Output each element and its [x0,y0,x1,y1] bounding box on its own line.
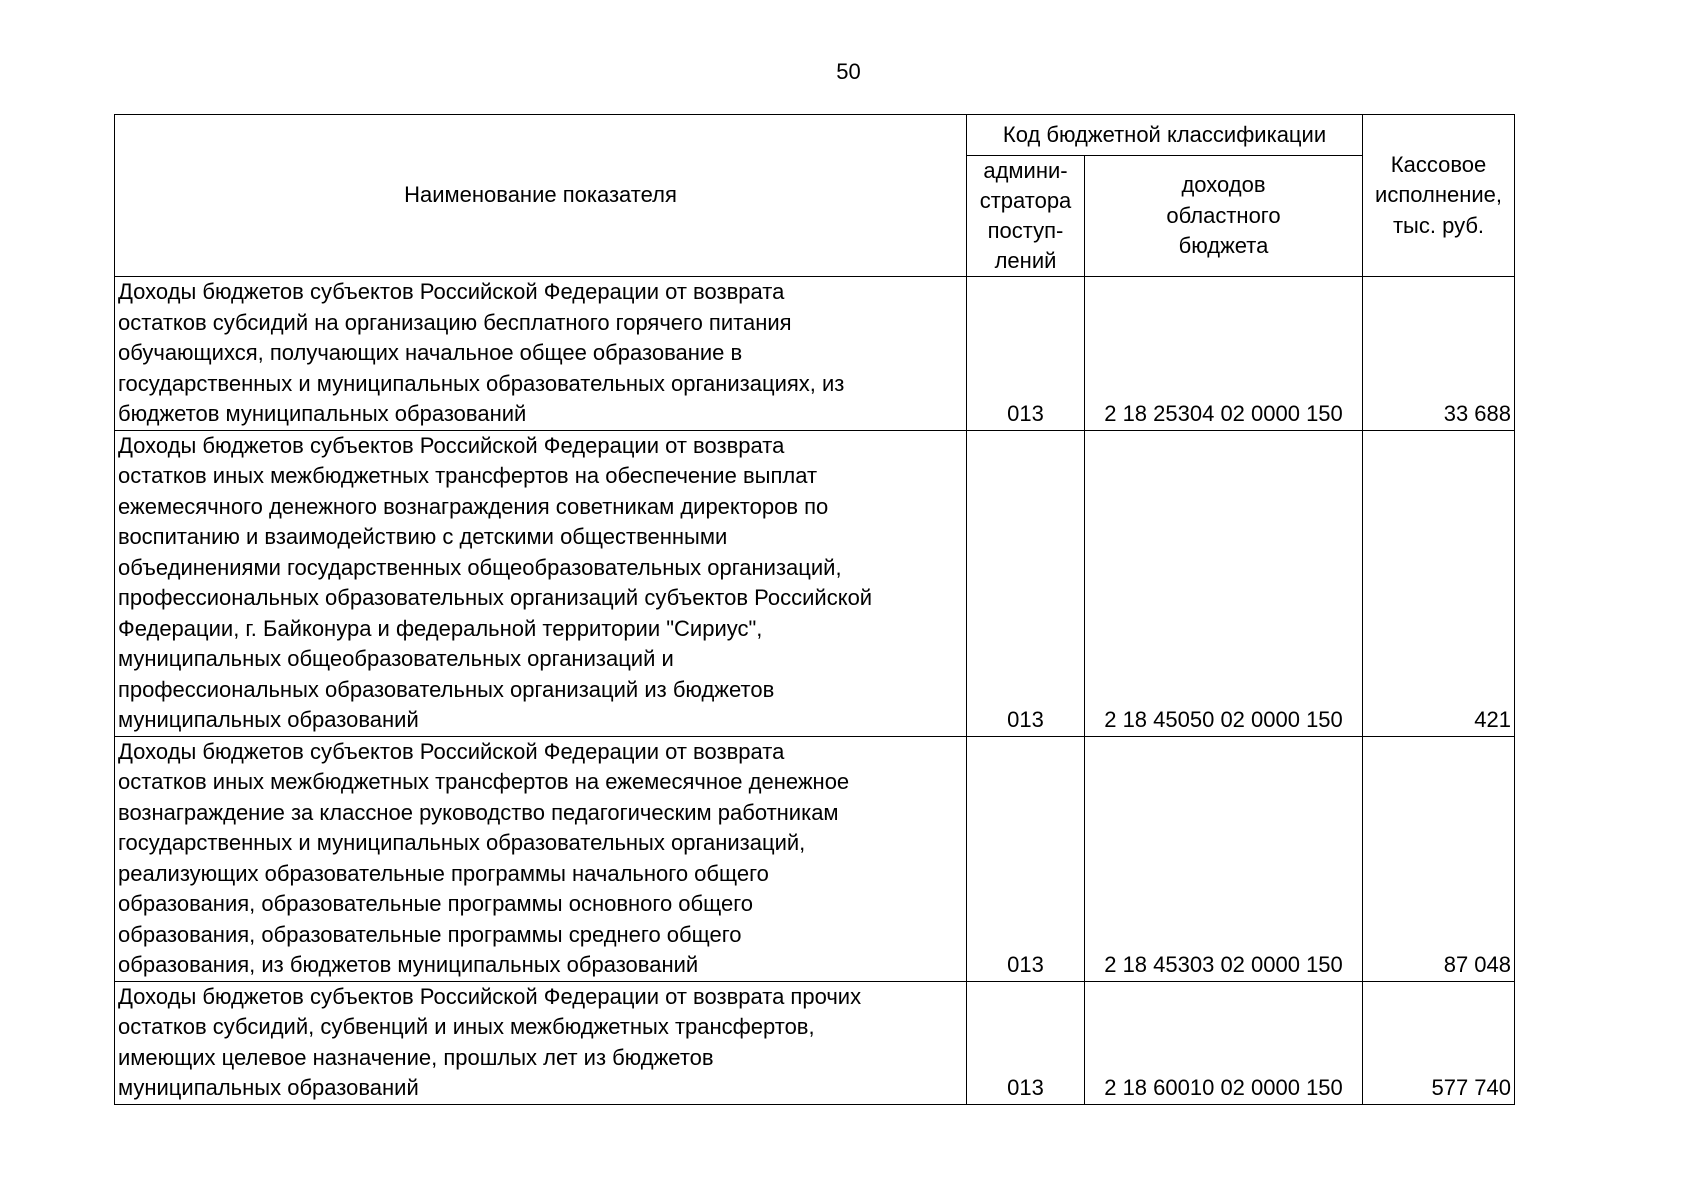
cell-indicator-name [115,736,967,981]
header-line: стратора [979,188,1072,213]
cell-administrator-code: 013 [967,981,1085,1104]
cell-cash-execution: 87 048 [1363,736,1515,981]
cell-indicator-name [115,277,967,431]
name-line: муниципальных образований [118,707,419,732]
header-line: админи- [983,158,1068,183]
header-line: Кассовое [1390,151,1487,177]
table-row [115,736,1515,981]
name-line: обучающихся, получающих начальное общее образование в [118,340,743,365]
name-line: Доходы бюджетов субъектов Российской Федерации от возврата прочих [118,983,862,1009]
cell-cash-execution: 421 [1363,430,1515,736]
name-line: Доходы бюджетов субъектов Российской Федерации от возврата [118,738,785,764]
name-line: имеющих целевое назначение, прошлых лет из бюджетов [118,1044,714,1070]
name-line: реализующих образовательные программы начального общего [118,860,769,886]
header-indicator-name: Наименование показателя [115,115,967,277]
cell-administrator-code: 013 [967,430,1085,736]
name-line: остатков субсидий на организацию бесплатного горячего питания [118,309,792,335]
name-line: Доходы бюджетов субъектов Российской Федерации от возврата [118,432,785,458]
header-budget-classification-code: Код бюджетной классификации [967,115,1363,156]
page-number: 50 [836,59,861,84]
name-line: муниципальных образований [118,1075,419,1100]
name-line: ежемесячного денежного вознаграждения советникам директоров по [118,493,829,519]
cell-cash-execution: 33 688 [1363,277,1515,431]
cell-revenue-code: 2 18 45303 02 0000 150 [1085,736,1363,981]
name-line: образования, образовательные программы основного общего [118,891,753,916]
cell-administrator-code: 013 [967,277,1085,431]
cell-revenue-code: 2 18 60010 02 0000 150 [1085,981,1363,1104]
header-line: областного [1166,202,1281,228]
table-row [115,430,1515,736]
name-line: образования, образовательные программы среднего общего [118,921,742,947]
header-line: поступ- [987,218,1064,243]
header-line: лений [994,248,1057,273]
header-line: доходов [1181,172,1266,198]
name-line: профессиональных образовательных организаций субъектов Российской [118,585,873,610]
name-line: бюджетов муниципальных образований [118,401,527,426]
table-row [115,981,1515,1104]
name-line: объединениями государственных общеобразовательных организаций, [118,554,842,580]
name-line: остатков иных межбюджетных трансфертов на обеспечение выплат [118,463,818,488]
header-revenue-administrator [967,156,1085,277]
name-line: остатков субсидий, субвенций и иных межбюджетных трансфертов, [118,1014,815,1039]
header-line: тыс. руб. [1392,212,1485,238]
cell-cash-execution: 577 740 [1363,981,1515,1104]
name-line: воспитанию и взаимодействию с детскими общественными [118,524,728,549]
header-line: исполнение, [1375,182,1502,208]
cell-revenue-code: 2 18 45050 02 0000 150 [1085,430,1363,736]
header-line: бюджета [1178,233,1269,259]
name-line: государственных и муниципальных образовательных организациях, из [118,370,845,396]
name-line: Доходы бюджетов субъектов Российской Федерации от возврата [118,279,785,304]
name-line: профессиональных образовательных организаций из бюджетов [118,676,775,702]
name-line: Федерации, г. Байконура и федеральной территории "Сириус", [118,615,763,641]
name-line: государственных и муниципальных образовательных организаций, [118,830,806,855]
name-line: остатков иных межбюджетных трансфертов на ежемесячное денежное [118,769,850,794]
table-row [115,277,1515,431]
budget-revenue-table [114,114,1515,1105]
name-line: муниципальных общеобразовательных организаций и [118,646,674,671]
cell-revenue-code: 2 18 25304 02 0000 150 [1085,277,1363,431]
name-line: образования, из бюджетов муниципальных образований [118,952,699,977]
name-line: вознаграждение за классное руководство педагогическим работникам [118,799,839,825]
table-body [115,277,1515,1105]
header-regional-budget-revenue-code [1085,156,1363,277]
cell-indicator-name [115,981,967,1104]
header-cash-execution [1363,115,1515,277]
cell-indicator-name [115,430,967,736]
cell-administrator-code: 013 [967,736,1085,981]
